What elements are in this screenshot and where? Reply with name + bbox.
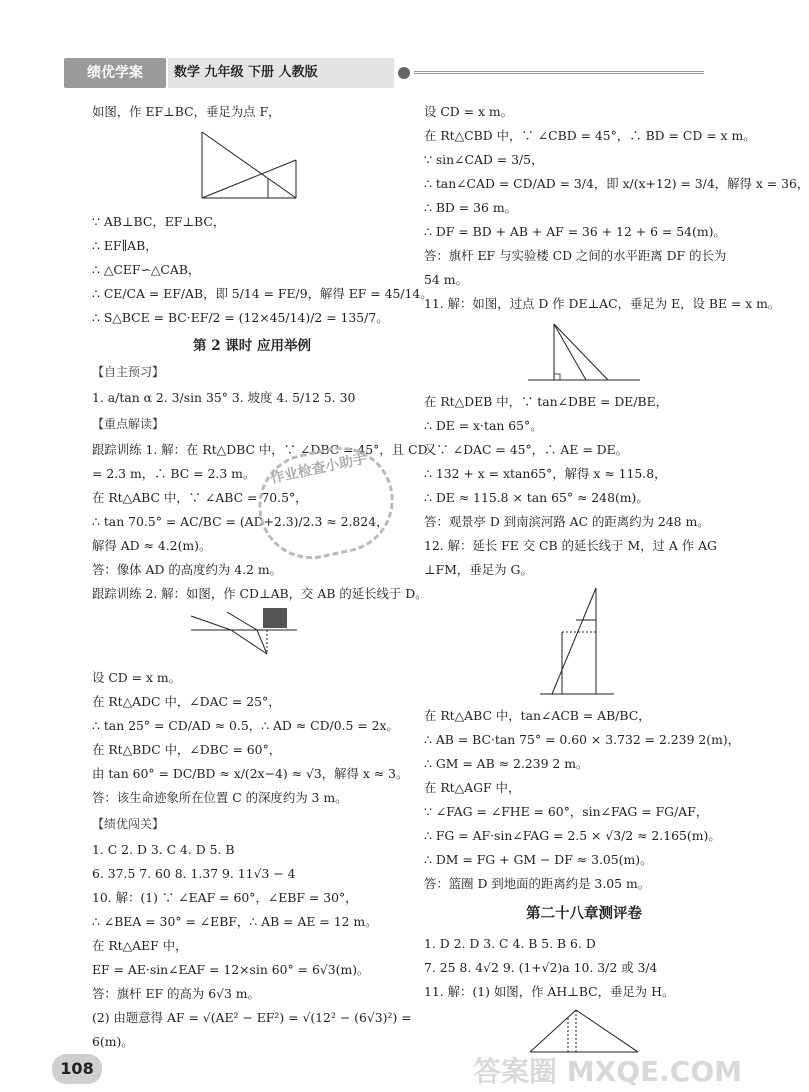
text-line: 由 tan 60° = DC/BD ≈ x/(2x−4) ≈ √3，解得 x ≈ 3。	[92, 766, 409, 781]
text-line: = 2.3 m，∴ BC = 2.3 m。	[92, 466, 256, 481]
text-line: 1. C 2. D 3. C 4. D 5. B	[92, 842, 235, 857]
left-column	[92, 100, 433, 1054]
text-line: 1. a/tan α 2. 3/sin 35° 3. 坡度 4. 5/12 5. 30	[92, 390, 356, 405]
figure-basketball-hoop	[534, 584, 634, 702]
text-line: 答：旗杆 EF 与实验楼 CD 之间的水平距离 DF 的长为	[424, 248, 727, 263]
text-line: ∵ AB⊥BC，EF⊥BC，	[92, 214, 226, 229]
chapter-title: 第二十八章测评卷	[526, 906, 642, 922]
page-number: 108	[52, 1054, 102, 1084]
text-line: 6. 37.5 7. 60 8. 1.37 9. 11√3 − 4	[92, 866, 296, 881]
text-line: ∴ S△BCE = BC·EF/2 = (12×45/14)/2 = 135/7。	[92, 310, 389, 325]
text-line: ∴ DE = x·tan 65°。	[424, 418, 543, 433]
figure-rescue-angles	[187, 608, 317, 664]
text-line: 答：旗杆 EF 的高为 6√3 m。	[92, 986, 260, 1001]
stamp-text: 作业检查小助手	[269, 450, 369, 487]
text-line: ∴ DE ≈ 115.8 × tan 65° ≈ 248(m)。	[424, 490, 649, 505]
text-line: (2) 由题意得 AF = √(AE² − EF²) = √(12² − (6√3)²) =	[92, 1010, 412, 1025]
text-line: 设 CD = x m。	[424, 104, 514, 119]
lesson-title: 第 2 课时 应用举例	[193, 338, 311, 354]
header-rule	[414, 71, 704, 74]
text-line: ∴ tan 25° = CD/AD ≈ 0.5，∴ AD ≈ CD/0.5 = 2x。	[92, 718, 399, 733]
text-line: ∴ DM = FG + GM − DF ≈ 3.05(m)。	[424, 852, 653, 867]
figure-triangle-abc	[524, 1006, 644, 1058]
text-line: 解得 AD ≈ 4.2(m)。	[92, 538, 212, 553]
text-line: EF = AE·sin∠EAF = 12×sin 60° = 6√3(m)。	[92, 962, 370, 977]
text-line: 答：像体 AD 的高度约为 4.2 m。	[92, 562, 282, 577]
text-line: ∴ tan∠CAD = CD/AD = 3/4，即 x/(x+12) = 3/4，解得 x = 36，	[424, 176, 809, 191]
text-line: 在 Rt△DEB 中，∵ tan∠DBE = DE/BE，	[424, 394, 669, 409]
text-line: ∴ FG = AF·sin∠FAG = 2.5 × √3/2 ≈ 2.165(m)。	[424, 828, 721, 843]
site-watermark: 答案圈 MXQE.COM	[473, 1055, 742, 1088]
text-line: 跟踪训练 2. 解：如图，作 CD⊥AB，交 AB 的延长线于 D。	[92, 586, 428, 601]
text-line: 10. 解：(1) ∵ ∠EAF = 60°，∠EBF = 30°，	[92, 890, 358, 905]
right-column	[424, 100, 809, 1060]
text-line: 在 Rt△BDC 中，∠DBC = 60°，	[92, 742, 282, 757]
text-line: ∵ sin∠CAD = 3/5，	[424, 152, 544, 167]
text-line: 在 Rt△ADC 中，∠DAC = 25°，	[92, 694, 281, 709]
text-line: ∴ EF∥AB，	[92, 238, 158, 253]
header-book-info: 数学 九年级 下册 人教版	[168, 58, 394, 88]
text-line: ∴ DF = BD + AB + AF = 36 + 12 + 6 = 54(m)。	[424, 224, 726, 239]
figure-pavilion	[524, 318, 644, 388]
text-line: 答：该生命迹象所在位置 C 的深度约为 3 m。	[92, 790, 348, 805]
text-line: 答：篮圈 D 到地面的距离约是 3.05 m。	[424, 876, 651, 891]
text-line: ∴ CE/CA = EF/AB，即 5/14 = FE/9，解得 EF = 45/14。	[92, 286, 433, 301]
text-line: 7. 25 8. 4√2 9. (1+√2)a 10. 3/2 或 3/4	[424, 960, 658, 975]
page-header	[64, 58, 704, 90]
text-line: ∴ ∠BEA = 30° = ∠EBF，∴ AB = AE = 12 m。	[92, 914, 378, 929]
text-line: ∴ BD = 36 m。	[424, 200, 517, 215]
text-line: ∴ AB = BC·tan 75° = 0.60 × 3.732 = 2.239 2(m)，	[424, 732, 741, 747]
text-line: 在 Rt△AEF 中，	[92, 938, 188, 953]
text-line: 又∵ ∠DAC = 45°，∴ AE = DE。	[424, 442, 629, 457]
text-line: ∵ ∠FAG = ∠FHE = 60°，sin∠FAG = FG/AF，	[424, 804, 709, 819]
section-label: 【自主预习】	[92, 365, 165, 379]
text-line: 11. 解：如图，过点 D 作 DE⊥AC，垂足为 E，设 BE = x m。	[424, 296, 781, 311]
header-brand-tab: 绩优学案	[64, 58, 166, 88]
section-label: 【绩优闯关】	[92, 817, 165, 831]
text-line: ∴ GM = AB ≈ 2.239 2 m。	[424, 756, 589, 771]
text-line: 1. D 2. D 3. C 4. B 5. B 6. D	[424, 936, 596, 951]
text-line: 如图，作 EF⊥BC，垂足为点 F，	[92, 104, 281, 119]
text-line: 54 m。	[424, 272, 468, 287]
header-dot	[398, 67, 410, 79]
text-line: ∴ △CEF∽△CAB，	[92, 262, 201, 277]
text-line: ∴ 132 + x = xtan65°，解得 x ≈ 115.8，	[424, 466, 667, 481]
text-line: ∴ tan 70.5° = AC/BC = (AD+2.3)/2.3 ≈ 2.824，	[92, 514, 389, 529]
text-line: 在 Rt△ABC 中，∵ ∠ABC = 70.5°，	[92, 490, 308, 505]
text-line: 在 Rt△AGF 中，	[424, 780, 521, 795]
text-line: 答：观景亭 D 到南滨河路 AC 的距离约为 248 m。	[424, 514, 710, 529]
text-line: 设 CD = x m。	[92, 670, 182, 685]
figure-triangle-bce	[192, 126, 312, 208]
text-line: 12. 解：延长 FE 交 CB 的延长线于 M，过 A 作 AG	[424, 538, 717, 553]
text-line: ⊥FM，垂足为 G。	[424, 562, 533, 577]
section-label: 【重点解读】	[92, 417, 165, 431]
text-line: 跟踪训练 1. 解：在 Rt△DBC 中，∵ ∠DBC = 45°，且 CD	[92, 442, 428, 457]
text-line: 11. 解：(1) 如图，作 AH⊥BC，垂足为 H。	[424, 984, 675, 999]
text-line: 在 Rt△CBD 中，∵ ∠CBD = 45°，∴ BD = CD = x m。	[424, 128, 756, 143]
text-line: 在 Rt△ABC 中，tan∠ACB = AB/BC，	[424, 708, 651, 723]
text-line: 6(m)。	[92, 1034, 134, 1049]
